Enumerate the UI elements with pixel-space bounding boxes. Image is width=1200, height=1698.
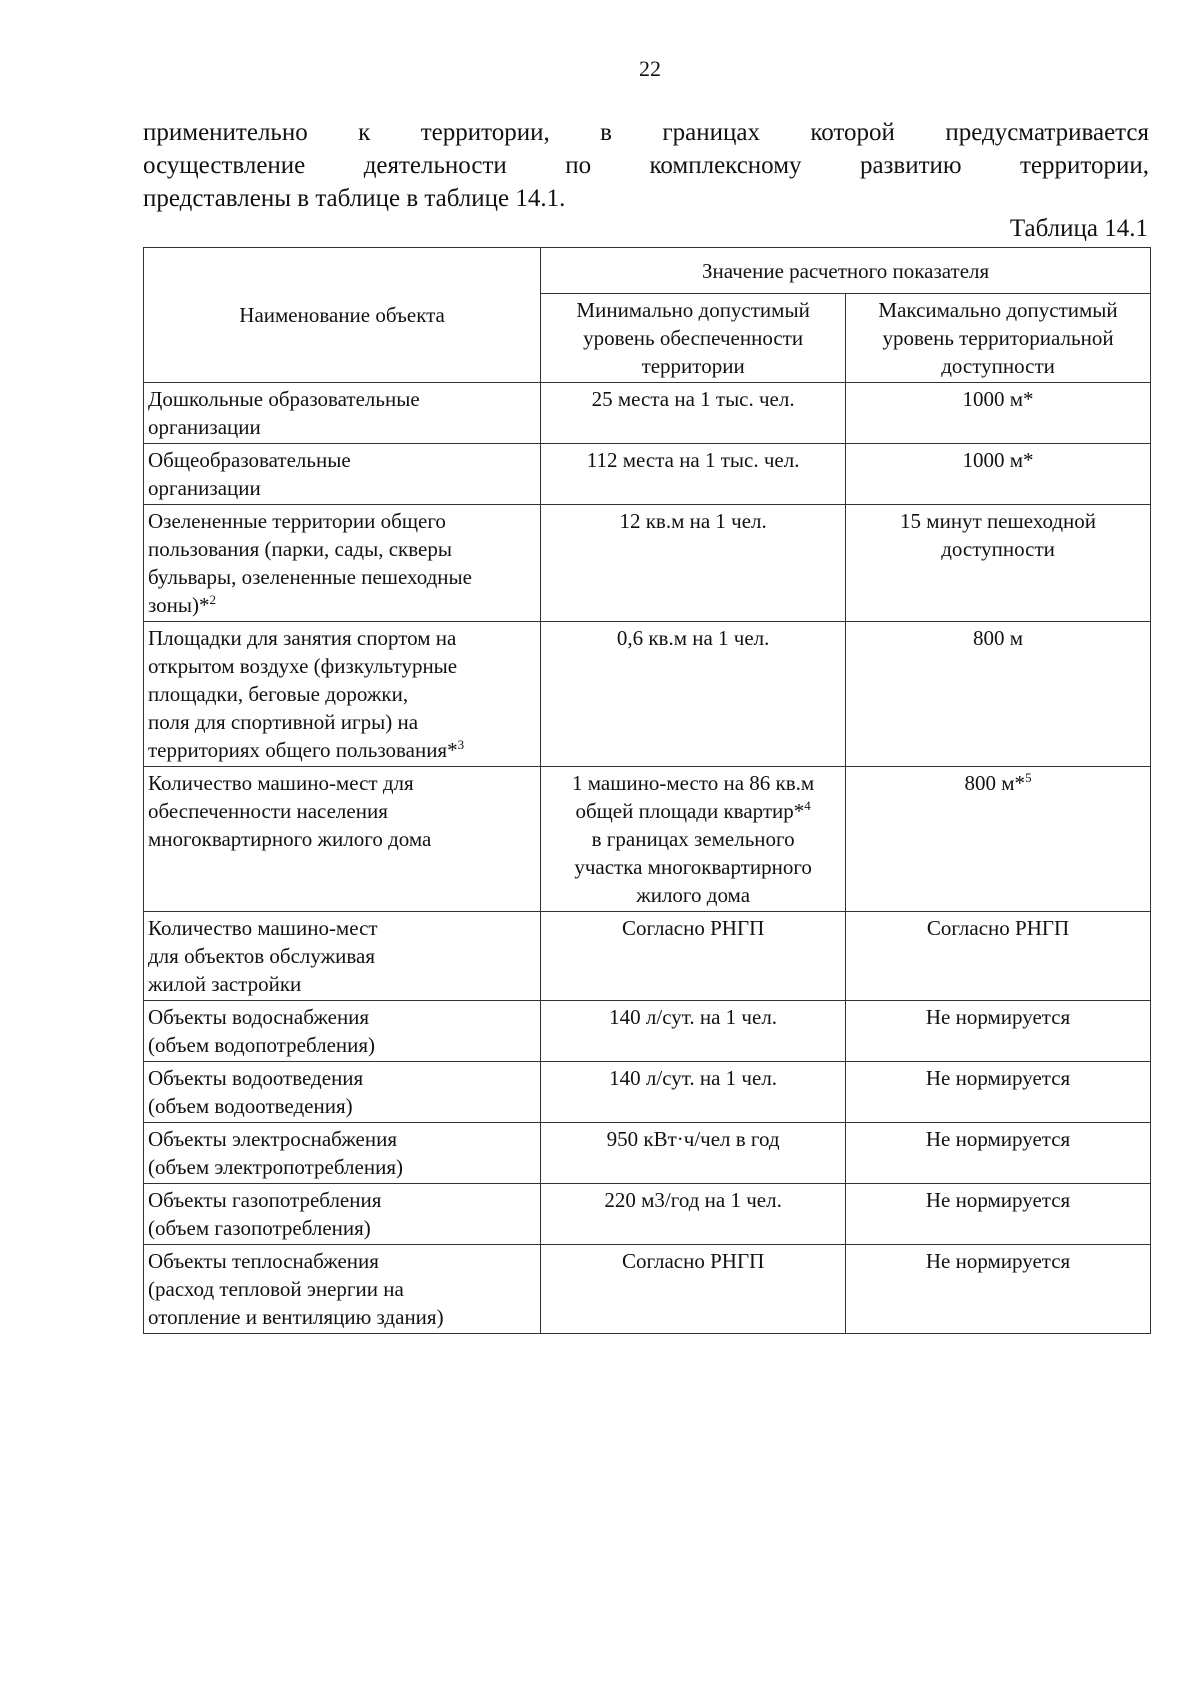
table-row <box>144 767 1151 912</box>
table-row <box>144 1245 1151 1334</box>
norms-table <box>143 247 1151 1334</box>
cell-object-name: Количество машино-мест для обеспеченности населения многоквартирного жилого дома <box>144 767 541 912</box>
table-row <box>144 1001 1151 1062</box>
cell-min-level: 140 л/сут. на 1 чел. <box>541 1062 846 1123</box>
cell-max-level: Не нормируется <box>846 1062 1151 1123</box>
cell-max-level: 1000 м* <box>846 444 1151 505</box>
intro-line: применительно к территории, в границах которой предусматривается <box>143 119 1149 146</box>
cell-max-level: Согласно РНГП <box>846 912 1151 1001</box>
intro-paragraph <box>143 116 1149 215</box>
table-row <box>144 444 1151 505</box>
cell-object-name: Объекты газопотребления (объем газопотребления) <box>144 1184 541 1245</box>
cell-min-level: 1 машино-место на 86 кв.м общей площади квартир*$^4$ в границах земельного участка многоквартирного жилого дома <box>541 767 846 912</box>
table-row <box>144 912 1151 1001</box>
table-body <box>144 383 1151 1334</box>
cell-object-name: Объекты теплоснабжения (расход тепловой энергии на отопление и вентиляцию здания) <box>144 1245 541 1334</box>
intro-line: осуществление деятельности по комплексному развитию территории, <box>143 152 1149 179</box>
cell-object-name: Объекты водоотведения (объем водоотведения) <box>144 1062 541 1123</box>
cell-object-name: Площадки для занятия спортом на открытом воздухе (физкультурные площадки, беговые дорожки, поля для спортивной игры) на территориях общего пользования*$^3$ <box>144 622 541 767</box>
cell-min-level: 12 кв.м на 1 чел. <box>541 505 846 622</box>
cell-min-level: 25 места на 1 тыс. чел. <box>541 383 846 444</box>
cell-max-level: Не нормируется <box>846 1245 1151 1334</box>
cell-min-level: 112 места на 1 тыс. чел. <box>541 444 846 505</box>
cell-min-level: Согласно РНГП <box>541 1245 846 1334</box>
cell-min-level: 220 м3/год на 1 чел. <box>541 1184 846 1245</box>
table-caption: Таблица 14.1 <box>1009 215 1148 242</box>
cell-object-name: Дошкольные образовательные организации <box>144 383 541 444</box>
table-row <box>144 1184 1151 1245</box>
cell-max-level: Не нормируется <box>846 1123 1151 1184</box>
cell-max-level: 1000 м* <box>846 383 1151 444</box>
header-max-level: Максимально допустимый уровень территориальной доступности <box>846 294 1151 383</box>
cell-object-name: Количество машино-мест для объектов обслуживая жилой застройки <box>144 912 541 1001</box>
cell-min-level: 0,6 кв.м на 1 чел. <box>541 622 846 767</box>
cell-object-name: Общеобразовательные организации <box>144 444 541 505</box>
cell-min-level: Согласно РНГП <box>541 912 846 1001</box>
cell-object-name: Объекты электроснабжения (объем электропотребления) <box>144 1123 541 1184</box>
cell-max-level: 800 м <box>846 622 1151 767</box>
cell-max-level: Не нормируется <box>846 1184 1151 1245</box>
header-object-name: Наименование объекта <box>144 248 541 383</box>
cell-object-name: Объекты водоснабжения (объем водопотребления) <box>144 1001 541 1062</box>
table-header <box>144 248 1151 383</box>
cell-object-name: Озелененные территории общего пользования (парки, сады, скверы бульвары, озелененные пешеходные зоны)*$^2$ <box>144 505 541 622</box>
page-number: 22 <box>639 56 661 81</box>
table-row <box>144 1123 1151 1184</box>
header-indicator-value: Значение расчетного показателя <box>541 248 1151 294</box>
header-min-level: Минимально допустимый уровень обеспеченности территории <box>541 294 846 383</box>
cell-min-level: 950 кВт·ч/чел в год <box>541 1123 846 1184</box>
table-row <box>144 622 1151 767</box>
cell-min-level: 140 л/сут. на 1 чел. <box>541 1001 846 1062</box>
table-row <box>144 505 1151 622</box>
table-row <box>144 383 1151 444</box>
table-row <box>144 1062 1151 1123</box>
cell-max-level: 800 м*$^5$ <box>846 767 1151 912</box>
cell-max-level: 15 минут пешеходной доступности <box>846 505 1151 622</box>
cell-max-level: Не нормируется <box>846 1001 1151 1062</box>
intro-line: представлены в таблице в таблице 14.1. <box>143 185 566 212</box>
